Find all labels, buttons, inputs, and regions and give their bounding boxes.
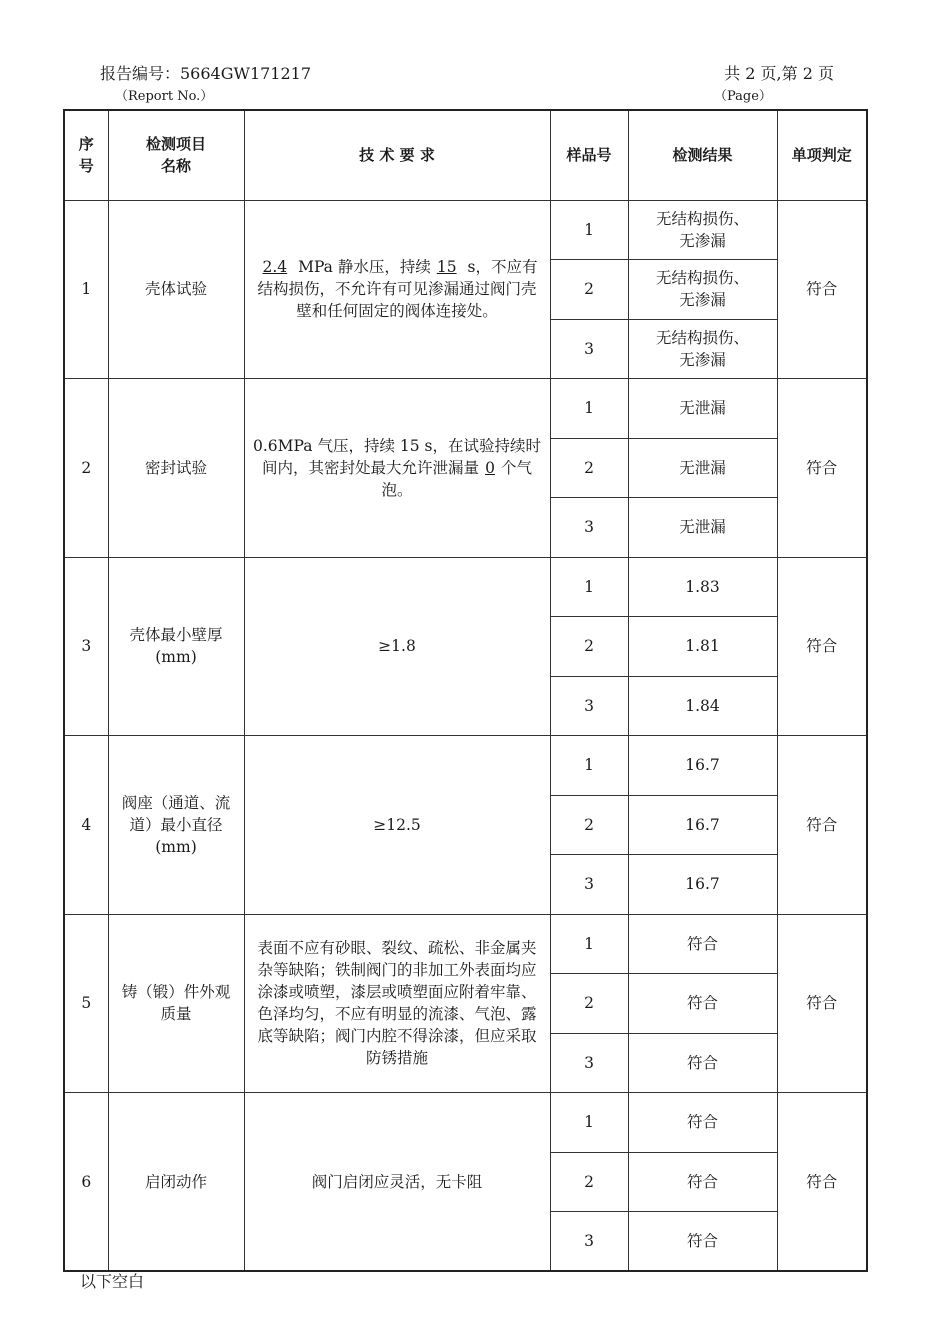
sample-no: 2 <box>550 438 628 498</box>
row-number: 1 <box>64 200 108 379</box>
sample-no: 3 <box>550 855 628 915</box>
table-row <box>64 1093 867 1153</box>
item-name: 阀座（通道、流 道）最小直径 (mm) <box>108 736 244 915</box>
table-row <box>64 736 867 796</box>
blank-below-note: 以下空白 <box>80 1272 145 1291</box>
sample-no: 1 <box>550 914 628 974</box>
col-header-no: 序 号 <box>64 110 108 200</box>
verdict: 符合 <box>777 1093 867 1272</box>
col-header-item-name: 检测项目 名称 <box>108 110 244 200</box>
requirement-blank: 2.4 <box>262 258 288 277</box>
sample-no: 2 <box>550 795 628 855</box>
sample-no: 3 <box>550 1212 628 1272</box>
row-number: 3 <box>64 557 108 736</box>
col-header-sample-no: 样品号 <box>550 110 628 200</box>
inspection-table <box>63 109 868 1272</box>
row-number: 6 <box>64 1093 108 1272</box>
col-header-result: 检测结果 <box>628 110 777 200</box>
verdict: 符合 <box>777 379 867 558</box>
sample-no: 1 <box>550 379 628 439</box>
requirement-text <box>244 379 550 558</box>
row-number: 4 <box>64 736 108 915</box>
verdict: 符合 <box>777 736 867 915</box>
requirement-blank: 0 <box>485 458 495 477</box>
verdict: 符合 <box>777 914 867 1093</box>
report-number-en: （Report No.） <box>115 89 214 104</box>
requirement-text: 阀门启闭应灵活，无卡阻 <box>244 1093 550 1272</box>
requirement-text: ≥1.8 <box>244 557 550 736</box>
result: 无结构损伤、 无渗漏 <box>628 319 777 379</box>
result: 符合 <box>628 1093 777 1153</box>
requirement-part: 个气泡。 <box>381 458 532 499</box>
sample-no: 3 <box>550 498 628 558</box>
verdict: 符合 <box>777 200 867 379</box>
result: 16.7 <box>628 855 777 915</box>
sample-no: 1 <box>550 1093 628 1153</box>
item-name: 壳体试验 <box>108 200 244 379</box>
table-header-row <box>64 110 867 200</box>
sample-no: 3 <box>550 1033 628 1093</box>
table-row <box>64 914 867 974</box>
result: 1.84 <box>628 676 777 736</box>
result: 符合 <box>628 1152 777 1212</box>
row-number: 5 <box>64 914 108 1093</box>
sample-no: 2 <box>550 260 628 320</box>
result: 16.7 <box>628 736 777 796</box>
result: 符合 <box>628 1033 777 1093</box>
result: 1.81 <box>628 617 777 677</box>
requirement-part: MPa 静水压，持续 <box>293 258 431 277</box>
result: 符合 <box>628 914 777 974</box>
result: 无结构损伤、 无渗漏 <box>628 260 777 320</box>
item-name: 启闭动作 <box>108 1093 244 1272</box>
sample-no: 3 <box>550 319 628 379</box>
item-name: 壳体最小壁厚 (mm) <box>108 557 244 736</box>
requirement-text <box>244 200 550 379</box>
row-number: 2 <box>64 379 108 558</box>
result: 符合 <box>628 974 777 1034</box>
result: 无泄漏 <box>628 438 777 498</box>
col-header-verdict: 单项判定 <box>777 110 867 200</box>
requirement-text: ≥12.5 <box>244 736 550 915</box>
requirement-part: 0.6MPa 气压，持续 15 s，在试验持续时间内，其密封处最大允许泄漏量 <box>253 436 541 477</box>
page-indicator-en: （Page） <box>714 89 772 104</box>
result: 无泄漏 <box>628 379 777 439</box>
page-indicator: 共 2 页,第 2 页 <box>724 64 834 83</box>
sample-no: 1 <box>550 557 628 617</box>
item-name: 密封试验 <box>108 379 244 558</box>
item-name: 铸（锻）件外观 质量 <box>108 914 244 1093</box>
sample-no: 2 <box>550 974 628 1034</box>
result: 符合 <box>628 1212 777 1272</box>
result: 16.7 <box>628 795 777 855</box>
sample-no: 2 <box>550 1152 628 1212</box>
result: 无结构损伤、 无渗漏 <box>628 200 777 260</box>
requirement-blank: 15 <box>436 258 457 277</box>
table-row <box>64 200 867 260</box>
requirement-text: 表面不应有砂眼、裂纹、疏松、非金属夹杂等缺陷；铁制阀门的非加工外表面均应涂漆或喷塑，漆层或喷塑面应附着牢靠、色泽均匀，不应有明显的流漆、气泡、露底等缺陷；阀门内腔不得涂漆，但应采取防锈措施 <box>244 914 550 1093</box>
sample-no: 3 <box>550 676 628 736</box>
table-row <box>64 379 867 439</box>
sample-no: 2 <box>550 617 628 677</box>
result: 无泄漏 <box>628 498 777 558</box>
report-number: 报告编号：5664GW171217 <box>100 64 312 83</box>
requirement-part: s，不应有结构损伤，不允许有可见渗漏通过阀门壳壁和任何固定的阀体连接处。 <box>257 258 538 321</box>
verdict: 符合 <box>777 557 867 736</box>
sample-no: 1 <box>550 736 628 796</box>
sample-no: 1 <box>550 200 628 260</box>
result: 1.83 <box>628 557 777 617</box>
table-row <box>64 557 867 617</box>
col-header-requirement: 技 术 要 求 <box>244 110 550 200</box>
